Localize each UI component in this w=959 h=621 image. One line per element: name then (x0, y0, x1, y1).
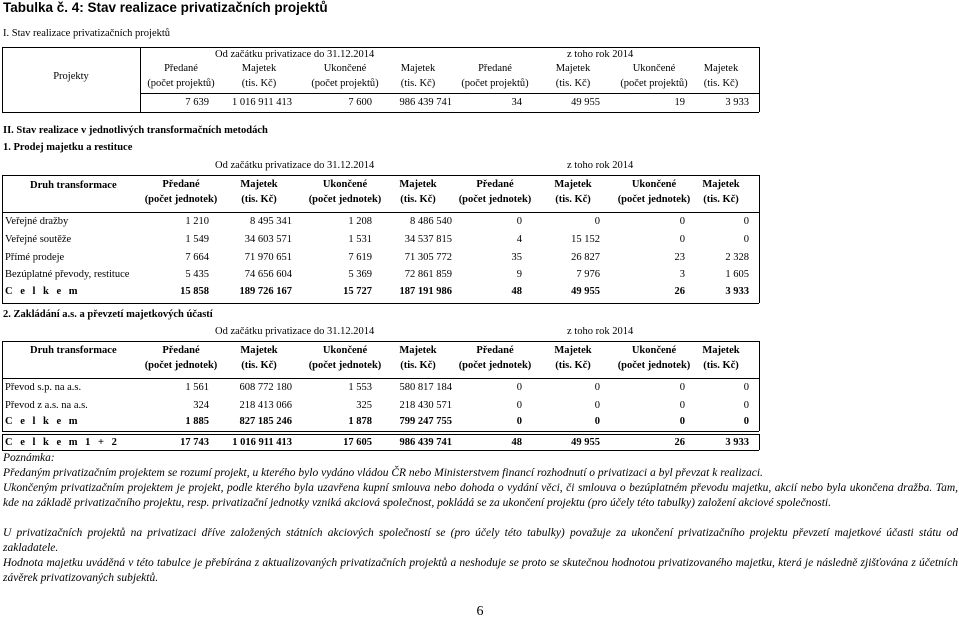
table-cell: 7 664 (185, 252, 209, 263)
column-header-bottom: (počet projektů) (461, 78, 529, 89)
table-cell: 5 369 (348, 269, 372, 280)
table-cell: 8 486 540 (410, 216, 452, 227)
table-cell: 580 817 184 (399, 382, 452, 393)
table-cell: 0 (516, 382, 522, 393)
sub1-title: 1. Prodej majetku a restituce (3, 142, 133, 153)
column-header-top: Ukončené (322, 345, 368, 356)
table-cell: 0 (679, 382, 685, 393)
table-cell: 48 (511, 286, 522, 297)
column-header-bottom: (tis. Kč) (703, 360, 739, 371)
table-cell: 3 933 (725, 286, 749, 297)
column-header-top: Majetek (241, 63, 277, 74)
table-cell: 1 208 (348, 216, 372, 227)
note-paragraph: Hodnota majetku uváděná v této tabulce je přebírána z aktualizovaných privatizačních projektů a neshoduje se proto se skutečnou hodnotou privatizovaného majetku, která je následně zjišťována z účetních závěrek privatizovaných subjektů. (3, 557, 958, 584)
column-header-top: Majetek (554, 345, 592, 356)
table-cell: 3 933 (725, 97, 749, 108)
column-header-top: Předané (476, 345, 514, 356)
table-cell: 74 656 604 (244, 269, 292, 280)
table-cell: 49 955 (571, 437, 600, 448)
table-row-label: Převod z a.s. na a.s. (5, 400, 88, 411)
column-header-bottom: (tis. Kč) (400, 78, 436, 89)
column-header-top: Předané (162, 345, 200, 356)
sub2-group2-label: z toho rok 2014 (567, 326, 634, 337)
note-paragraph: Předaným privatizačním projektem se rozumí projekt, u kterého bylo vydáno vládou ČR nebo Ministerstvem financí rozhodnutí o privatizaci a byl převzat k realizaci. (3, 467, 763, 479)
column-header-top: Majetek (400, 63, 436, 74)
total-row-label: C e l k e m (5, 286, 81, 297)
table-cell: 8 495 341 (250, 216, 292, 227)
table-cell: 0 (516, 400, 522, 411)
column-header-bottom: (počet jednotek) (308, 360, 382, 371)
table-cell: 7 600 (348, 97, 372, 108)
table-cell: 4 (516, 234, 522, 245)
total-row-label: C e l k e m (5, 416, 81, 427)
note-paragraph: Ukončeným privatizačním projektem je projekt, podle kterého byla uzavřena kupní smlouva nebo dohoda o vydání věci, či smlouva o bezúplatném převodu majetku, akcií nebo byla ukončena dražba. Tam, kde na základě privatizačního projektu, resp. privatizační jednotky vzniká akciová společnost, pokládá se za ukončení projektu (pro účely této tabulky) založení akciové společnosti. (3, 482, 958, 509)
column-header-top: Ukončené (631, 345, 677, 356)
table-row-label: Převod s.p. na a.s. (5, 382, 82, 393)
sub1-group1-label: Od začátku privatizace do 31.12.2014 (215, 160, 375, 171)
table-cell: 189 726 167 (239, 286, 292, 297)
column-header-bottom: (tis. Kč) (555, 194, 591, 205)
table-cell: 19 (674, 97, 685, 108)
column-header-top: Majetek (702, 345, 740, 356)
table-cell: 35 (511, 252, 522, 263)
table-cell: 7 639 (185, 97, 209, 108)
table-cell: 0 (679, 400, 685, 411)
section1-group2-label: z toho rok 2014 (567, 49, 634, 60)
section1-row-label: Projekty (53, 71, 89, 82)
table-cell: 26 827 (571, 252, 600, 263)
page-number: 6 (476, 604, 484, 619)
column-header-bottom: (počet jednotek) (458, 360, 532, 371)
table-cell: 1 016 911 413 (232, 97, 292, 108)
column-header-top: Majetek (399, 345, 437, 356)
column-header-top: Majetek (240, 179, 278, 190)
table-cell: 34 603 571 (244, 234, 292, 245)
column-header-bottom: (tis. Kč) (555, 78, 591, 89)
table-cell: 15 152 (571, 234, 600, 245)
table-cell: 799 247 755 (399, 416, 452, 427)
table-cell: 15 858 (180, 286, 209, 297)
column-header-bottom: (počet jednotek) (144, 194, 218, 205)
column-header-bottom: (počet jednotek) (308, 194, 382, 205)
table-cell: 986 439 741 (399, 437, 452, 448)
column-header-bottom: (tis. Kč) (241, 360, 277, 371)
table-cell: 49 955 (571, 97, 600, 108)
table-cell: 0 (743, 400, 749, 411)
sub2-title: 2. Zakládání a.s. a převzetí majetkových účastí (3, 309, 213, 320)
table-cell: 1 210 (185, 216, 209, 227)
column-header-bottom: (tis. Kč) (703, 194, 739, 205)
column-header-bottom: (tis. Kč) (400, 194, 436, 205)
table-cell: 9 (516, 269, 522, 280)
table-cell: 1 605 (725, 269, 749, 280)
sub2-row-label: Druh transformace (30, 345, 117, 356)
notes-heading: Poznámka: (3, 452, 55, 464)
grand-total-label: C e l k e m 1 + 2 (5, 437, 120, 448)
table-cell: 34 (511, 97, 522, 108)
column-header-bottom: (počet jednotek) (144, 360, 218, 371)
table-row-label: Přímé prodeje (5, 252, 65, 263)
column-header-bottom: (počet jednotek) (617, 360, 691, 371)
table-cell: 0 (516, 416, 522, 427)
section1-group1-label: Od začátku privatizace do 31.12.2014 (215, 49, 375, 60)
note-paragraph: U privatizačních projektů na privatizaci dříve založených státních akciových společností se (pro účely této tabulky) považuje za ukončení privatizačního projektu převzetí majetkové účasti státu od zakladatele. (3, 527, 958, 554)
column-header-top: Předané (478, 63, 512, 74)
column-header-bottom: (počet projektů) (311, 78, 379, 89)
table-cell: 0 (679, 216, 685, 227)
table-cell: 1 561 (185, 382, 209, 393)
table-cell: 0 (516, 216, 522, 227)
table-cell: 0 (594, 416, 600, 427)
table-cell: 26 (674, 286, 685, 297)
page-title: Tabulka č. 4: Stav realizace privatizačních projektů (3, 0, 328, 15)
table-cell: 0 (743, 382, 749, 393)
column-header-top: Majetek (702, 179, 740, 190)
column-header-bottom: (počet jednotek) (458, 194, 532, 205)
table-cell: 325 (356, 400, 372, 411)
table-cell: 17 743 (180, 437, 209, 448)
table-cell: 26 (674, 437, 685, 448)
column-header-top: Majetek (555, 63, 591, 74)
table-cell: 324 (193, 400, 209, 411)
table-cell: 7 976 (576, 269, 600, 280)
table-cell: 7 619 (348, 252, 372, 263)
sub1-group2-label: z toho rok 2014 (567, 160, 634, 171)
table-cell: 3 (679, 269, 685, 280)
section2-title: II. Stav realizace v jednotlivých transformačních metodách (3, 125, 268, 136)
table-cell: 1 016 911 413 (232, 437, 292, 448)
table-cell: 71 970 651 (244, 252, 292, 263)
table-cell: 17 605 (343, 437, 372, 448)
table-cell: 608 772 180 (239, 382, 292, 393)
table-cell: 1 878 (348, 416, 372, 427)
column-header-top: Ukončené (323, 63, 367, 74)
table-cell: 0 (743, 416, 749, 427)
table-cell: 1 553 (348, 382, 372, 393)
column-header-top: Předané (164, 63, 198, 74)
table-cell: 15 727 (343, 286, 372, 297)
table-cell: 218 430 571 (399, 400, 452, 411)
table-cell: 0 (594, 400, 600, 411)
table-cell: 48 (511, 437, 522, 448)
column-header-top: Předané (476, 179, 514, 190)
table-cell: 1 531 (348, 234, 372, 245)
table-cell: 23 (674, 252, 685, 263)
column-header-bottom: (počet projektů) (620, 78, 688, 89)
column-header-top: Majetek (399, 179, 437, 190)
column-header-top: Majetek (240, 345, 278, 356)
column-header-bottom: (tis. Kč) (400, 360, 436, 371)
table-cell: 0 (594, 216, 600, 227)
column-header-bottom: (počet jednotek) (617, 194, 691, 205)
table-row-label: Veřejné soutěže (5, 234, 72, 245)
column-header-top: Ukončené (632, 63, 676, 74)
table-cell: 0 (743, 234, 749, 245)
column-header-top: Předané (162, 179, 200, 190)
table-cell: 0 (743, 216, 749, 227)
table-cell: 1 549 (185, 234, 209, 245)
table-row-label: Veřejné dražby (5, 216, 69, 227)
table-cell: 71 305 772 (404, 252, 452, 263)
table-cell: 0 (679, 416, 685, 427)
column-header-bottom: (počet projektů) (147, 78, 215, 89)
table-cell: 34 537 815 (404, 234, 452, 245)
column-header-bottom: (tis. Kč) (555, 360, 591, 371)
sub1-row-label: Druh transformace (30, 180, 117, 191)
column-header-bottom: (tis. Kč) (241, 194, 277, 205)
table-cell: 1 885 (185, 416, 209, 427)
column-header-top: Ukončené (631, 179, 677, 190)
column-header-top: Majetek (554, 179, 592, 190)
table-cell: 827 185 246 (239, 416, 292, 427)
table-cell: 49 955 (571, 286, 600, 297)
column-header-top: Ukončené (322, 179, 368, 190)
sub2-group1-label: Od začátku privatizace do 31.12.2014 (215, 326, 375, 337)
column-header-bottom: (tis. Kč) (703, 78, 739, 89)
table-cell: 2 328 (725, 252, 749, 263)
column-header-top: Majetek (703, 63, 739, 74)
table-cell: 72 861 859 (404, 269, 452, 280)
table-cell: 5 435 (185, 269, 209, 280)
table-row-label: Bezúplatné převody, restituce (5, 269, 130, 280)
table-cell: 3 933 (725, 437, 749, 448)
table-cell: 986 439 741 (399, 97, 452, 108)
table-cell: 0 (679, 234, 685, 245)
column-header-bottom: (tis. Kč) (241, 78, 277, 89)
section1-title: I. Stav realizace privatizačních projektů (3, 28, 171, 39)
table-cell: 0 (594, 382, 600, 393)
table-cell: 187 191 986 (399, 286, 452, 297)
table-cell: 218 413 066 (239, 400, 292, 411)
